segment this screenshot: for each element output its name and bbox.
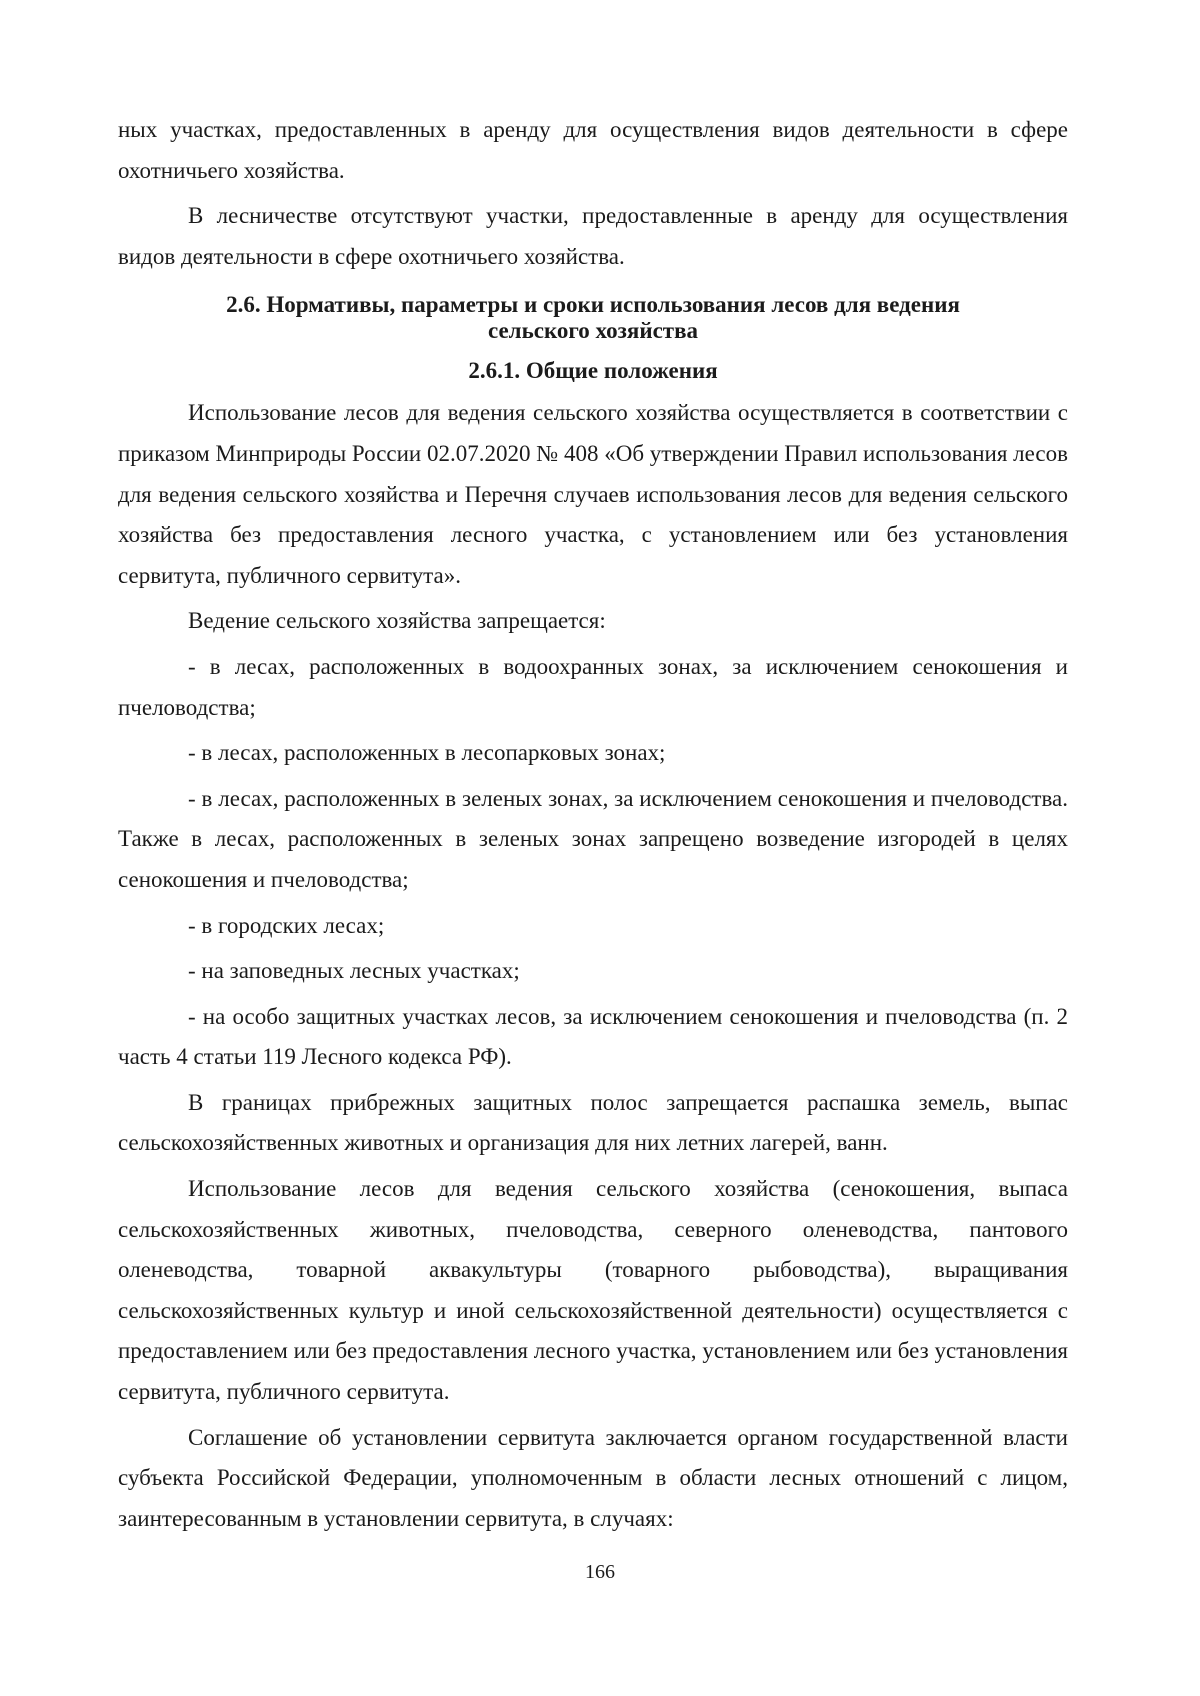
paragraph-no-hunting-leases: В лесничестве отсутствуют участки, предоставленные в аренду для осуществления видов деятельности в сфере охотничьего хозяйства. (118, 203, 1068, 269)
subsection-heading: 2.6.1. Общие положения (468, 358, 718, 384)
list-item-green-zones: - в лесах, расположенных в зеленых зонах, за исключением сенокошения и пчеловодства. Также в лесах, расположенных в зеленых зонах запрещено возведение изгородей в целях сенокошения и пчеловодства; (118, 785, 1068, 892)
list-item-forest-park-zones: - в лесах, расположенных в лесопарковых зонах; (188, 740, 666, 766)
page-number: 166 (585, 1561, 615, 1583)
list-item-reserved-plots: - на заповедных лесных участках; (188, 958, 520, 984)
paragraph-servitude-agreement: Соглашение об установлении сервитута заключается органом государственной власти субъекта Российской Федерации, уполномоченным в области лесных отношений с лицом, заинтересованным в установлении сервитута, в случаях: (118, 1424, 1068, 1531)
section-heading (118, 292, 1068, 344)
paragraph-prohibition-intro: Ведение сельского хозяйства запрещается: (188, 608, 606, 634)
list-item-protective-plots: - на особо защитных участках лесов, за исключением сенокошения и пчеловодства (п. 2 часть 4 статьи 119 Лесного кодекса РФ). (118, 1003, 1068, 1070)
section-heading-line-2: сельского хозяйства (487, 318, 699, 344)
section-heading-line-1: 2.6. Нормативы, параметры и сроки использования лесов для ведения (226, 292, 960, 318)
page-content (118, 110, 1068, 1539)
list-item-water-protection-zones: - в лесах, расположенных в водоохранных зонах, за исключением сенокошения и пчеловодства; (118, 653, 1068, 720)
list-item-urban-forests: - в городских лесах; (188, 912, 385, 938)
paragraph-coastal-strips: В границах прибрежных защитных полос запрещается распашка земель, выпас сельскохозяйственных животных и организация для них летних лагерей, ванн. (118, 1089, 1068, 1156)
paragraph-continued: ных участках, предоставленных в аренду для осуществления видов деятельности в сфере охотничьего хозяйства. (118, 117, 1068, 183)
paragraph-order-reference: Использование лесов для ведения сельского хозяйства осуществляется в соответствии с приказом Минприроды России 02.07.2020 № 408 «Об утверждении Правил использования лесов для ведения сельского хозяйства и Перечня случаев использования лесов для ведения сельского хозяйства без предоставления лесного участка, с установлением или без установления сервитута, публичного сервитута». (118, 400, 1068, 588)
paragraph-agricultural-use: Использование лесов для ведения сельского хозяйства (сенокошения, выпаса сельскохозяйственных животных, пчеловодства, северного оленеводства, пантового оленеводства, товарной аквакультуры (товарного рыбоводства), выращивания сельскохозяйственных культур и иной сельскохозяйственной деятельности) осуществляется с предоставлением или без предоставления лесного участка, установлением или без установления сервитута, публичного сервитута. (118, 1176, 1068, 1405)
